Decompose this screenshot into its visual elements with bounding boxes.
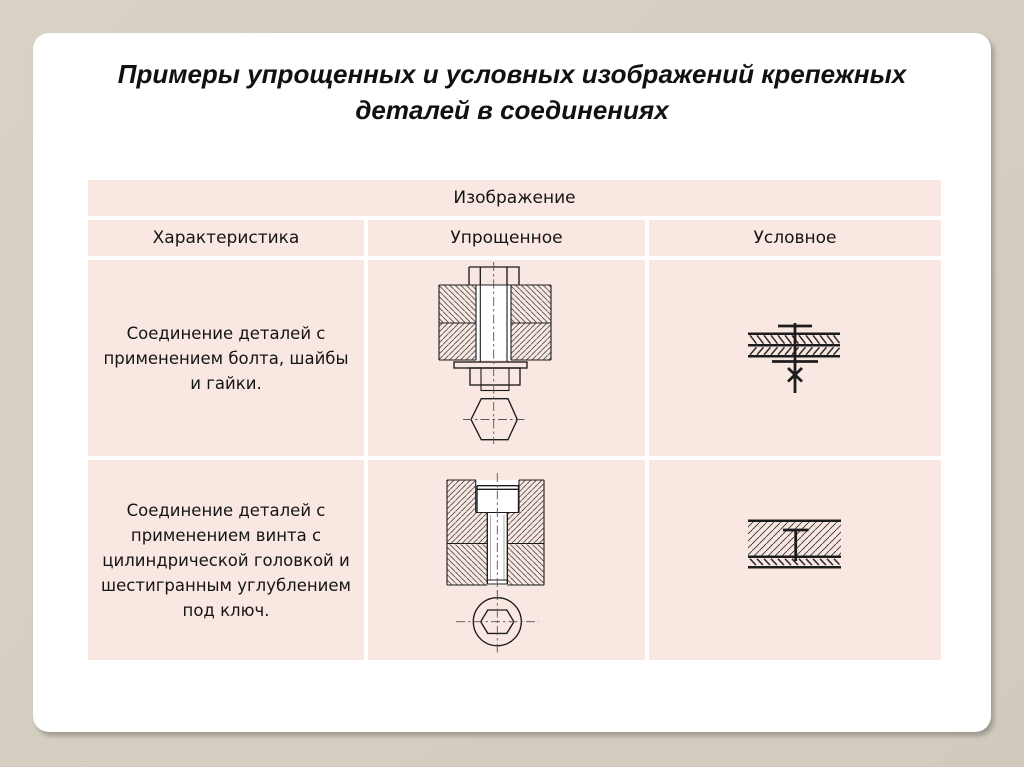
table-row-screw bbox=[88, 460, 941, 660]
screw-characteristic-text: Соединение деталей с применением винта с цилиндрической головкой и шестигранным углублением под ключ. bbox=[88, 460, 364, 660]
slide-title-line2: деталей в соединениях bbox=[355, 95, 669, 125]
bolt-simplified-cell bbox=[368, 260, 645, 456]
screw-simplified-drawing bbox=[439, 473, 554, 658]
screw-conventional-cell bbox=[649, 460, 941, 660]
table-subheader-row bbox=[88, 220, 941, 256]
col-header-simplified: Упрощенное bbox=[368, 220, 645, 256]
bolt-conventional-cell bbox=[649, 260, 941, 456]
table-header-image: Изображение bbox=[88, 180, 941, 216]
fasteners-table bbox=[84, 176, 945, 664]
slide-card bbox=[33, 33, 991, 732]
screw-simplified-cell bbox=[368, 460, 645, 660]
table-header-row bbox=[88, 180, 941, 216]
slide-title bbox=[33, 33, 991, 128]
table-row-bolt bbox=[88, 260, 941, 456]
bolt-characteristic-text: Соединение деталей с применением болта, шайбы и гайки. bbox=[88, 260, 364, 456]
bolt-simplified-drawing bbox=[432, 262, 557, 447]
bolt-conventional-symbol bbox=[745, 318, 845, 398]
col-header-characteristic: Характеристика bbox=[88, 220, 364, 256]
col-header-conventional: Условное bbox=[649, 220, 941, 256]
slide-title-line1: Примеры упрощенных и условных изображений крепежных bbox=[117, 59, 907, 89]
screw-conventional-symbol bbox=[745, 516, 845, 576]
